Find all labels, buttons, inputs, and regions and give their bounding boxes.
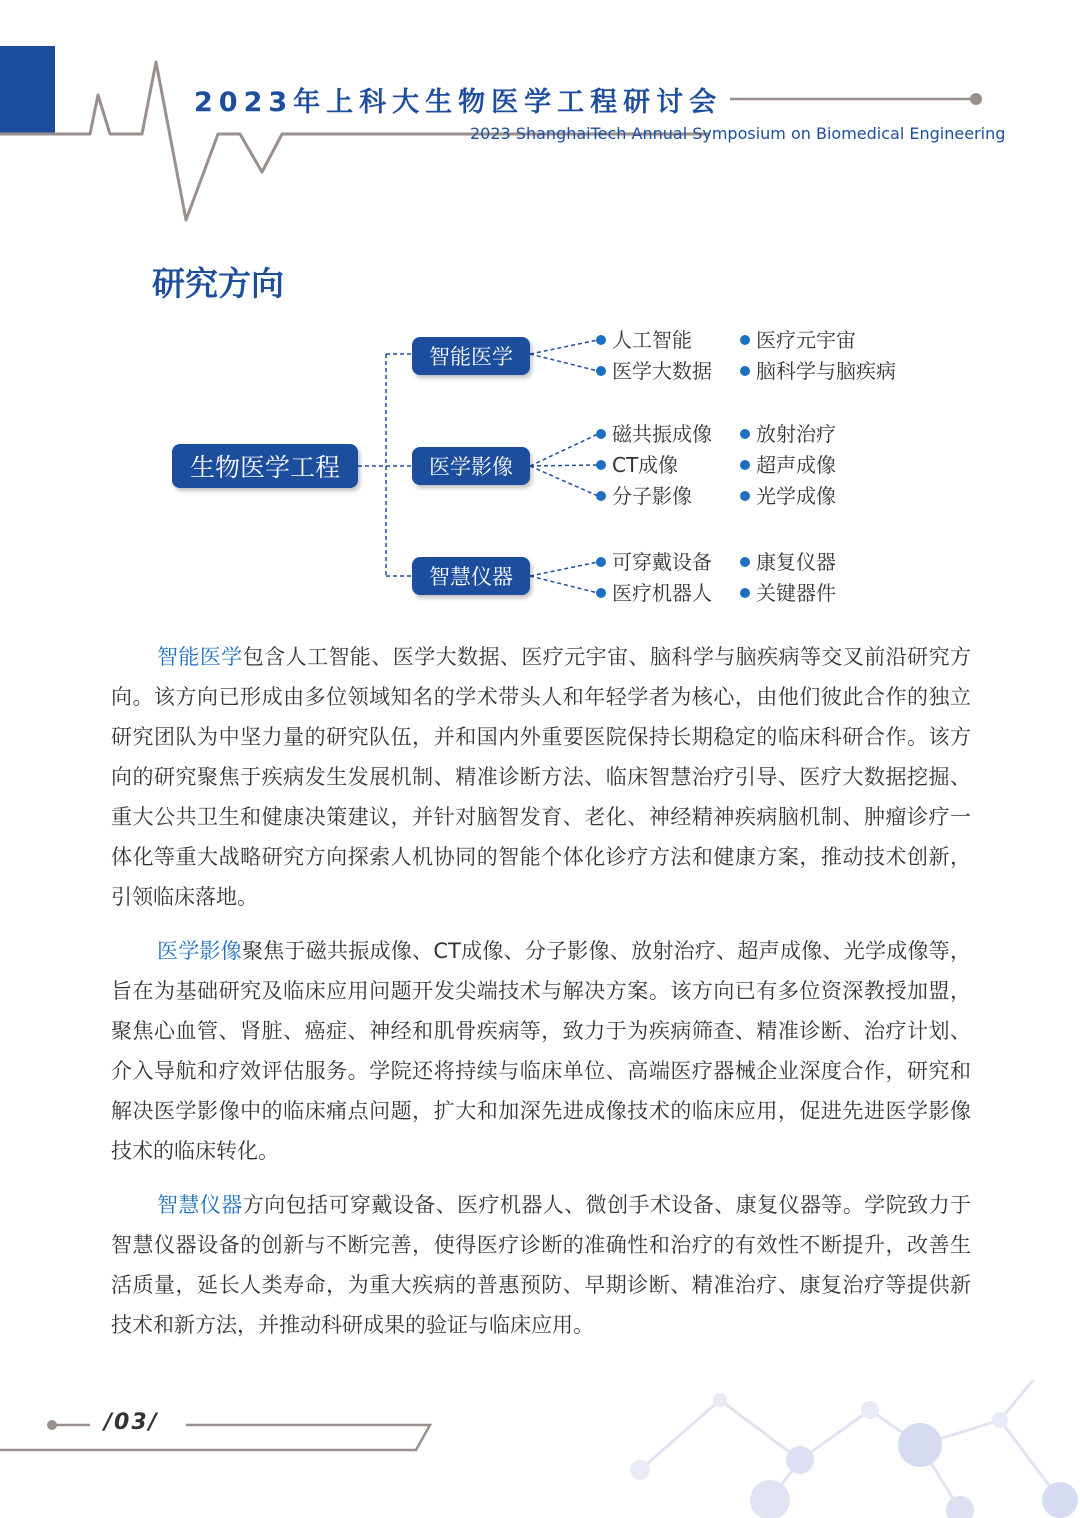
- mindmap-root-node: 生物医学工程: [172, 444, 358, 488]
- bullet-icon: [740, 491, 750, 501]
- symposium-title-en: 2023 ShanghaiTech Annual Symposium on Biomedical Engineering: [470, 124, 1006, 143]
- bullet-icon: [740, 429, 750, 439]
- paragraph-text: 方向包括可穿戴设备、医疗机器人、微创手术设备、康复仪器等。学院致力于智慧仪器设备的创新与不断完善，使得医疗诊断的准确性和治疗的有效性不断提升，改善生活质量，延长人类寿命，为重大疾病的普惠预防、早期诊断、精准治疗、康复治疗等提供新技术和新方法，并推动科研成果的验证与临床应用。: [111, 1193, 972, 1337]
- mindmap-leaf: 关键器件: [740, 581, 836, 605]
- bullet-icon: [596, 429, 606, 439]
- bullet-icon: [596, 557, 606, 567]
- paragraph-medical-imaging: [111, 931, 971, 1171]
- mindmap-connectors: [0, 320, 1080, 620]
- paragraph-keyword: 智慧仪器: [157, 1193, 243, 1217]
- bullet-icon: [740, 460, 750, 470]
- paragraph-text: 包含人工智能、医学大数据、医疗元宇宙、脑科学与脑疾病等交叉前沿研究方向。该方向已形成由多位领域知名的学术带头人和年轻学者为核心，由他们彼此合作的独立研究团队为中坚力量的研究队伍，并和国内外重要医院保持长期稳定的临床科研合作。该方向的研究聚焦于疾病发生发展机制、精准诊断方法、临床智慧治疗引导、医疗大数据挖掘、重大公共卫生和健康决策建议，并针对脑智发育、老化、神经精神疾病脑机制、肿瘤诊疗一体化等重大战略研究方向探索人机协同的智能个体化诊疗方法和健康方案，推动技术创新，引领临床落地。: [111, 645, 972, 909]
- mindmap-leaf: 光学成像: [740, 484, 836, 508]
- mindmap-leaf: 超声成像: [740, 453, 836, 477]
- mindmap-leaf: 医疗元宇宙: [740, 328, 856, 352]
- mindmap-leaf: 康复仪器: [740, 550, 836, 574]
- mindmap-leaf: 人工智能: [596, 328, 692, 352]
- mindmap-leaf: 放射治疗: [740, 422, 836, 446]
- mindmap-leaf: 可穿戴设备: [596, 550, 712, 574]
- mindmap-leaf: 磁共振成像: [596, 422, 712, 446]
- bullet-icon: [596, 460, 606, 470]
- bullet-icon: [740, 335, 750, 345]
- bullet-icon: [596, 588, 606, 598]
- bullet-icon: [596, 366, 606, 376]
- paragraph-smart-medicine: [111, 637, 971, 917]
- mindmap-leaf: 医学大数据: [596, 359, 712, 383]
- bullet-icon: [740, 588, 750, 598]
- paragraph-text: 聚焦于磁共振成像、CT成像、分子影像、放射治疗、超声成像、光学成像等，旨在为基础研究及临床应用问题开发尖端技术与解决方案。该方向已有多位资深教授加盟，聚焦心血管、肾脏、癌症、神经和肌骨疾病等，致力于为疾病筛查、精准诊断、治疗计划、介入导航和疗效评估服务。学院还将持续与临床单位、高端医疗器械企业深度合作，研究和解决医学影像中的临床痛点问题，扩大和加深先进成像技术的临床应用，促进先进医学影像技术的临床转化。: [111, 939, 971, 1163]
- bullet-icon: [596, 491, 606, 501]
- molecule-decoration: [630, 1380, 1078, 1518]
- mindmap-leaf: 分子影像: [596, 484, 692, 508]
- mindmap-branch-smart-instruments: 智慧仪器: [412, 557, 530, 595]
- mindmap-leaf: CT成像: [596, 453, 678, 477]
- bullet-icon: [740, 366, 750, 376]
- mindmap-branch-smart-medicine: 智能医学: [412, 337, 530, 375]
- mindmap-branch-medical-imaging: 医学影像: [412, 447, 530, 485]
- bullet-icon: [740, 557, 750, 567]
- heartbeat-line-decoration: [0, 0, 1080, 240]
- footer-decoration: [0, 1380, 1080, 1518]
- mindmap-leaf: 脑科学与脑疾病: [740, 359, 896, 383]
- paragraph-keyword: 医学影像: [157, 939, 243, 963]
- paragraph-smart-instruments: [111, 1185, 971, 1345]
- symposium-title-cn: 2023年上科大生物医学工程研讨会: [194, 87, 723, 118]
- mindmap-leaf: 医疗机器人: [596, 581, 712, 605]
- paragraph-keyword: 智能医学: [157, 645, 243, 669]
- bullet-icon: [596, 335, 606, 345]
- page-number: /03/: [104, 1410, 159, 1435]
- section-title: 研究方向: [152, 264, 284, 303]
